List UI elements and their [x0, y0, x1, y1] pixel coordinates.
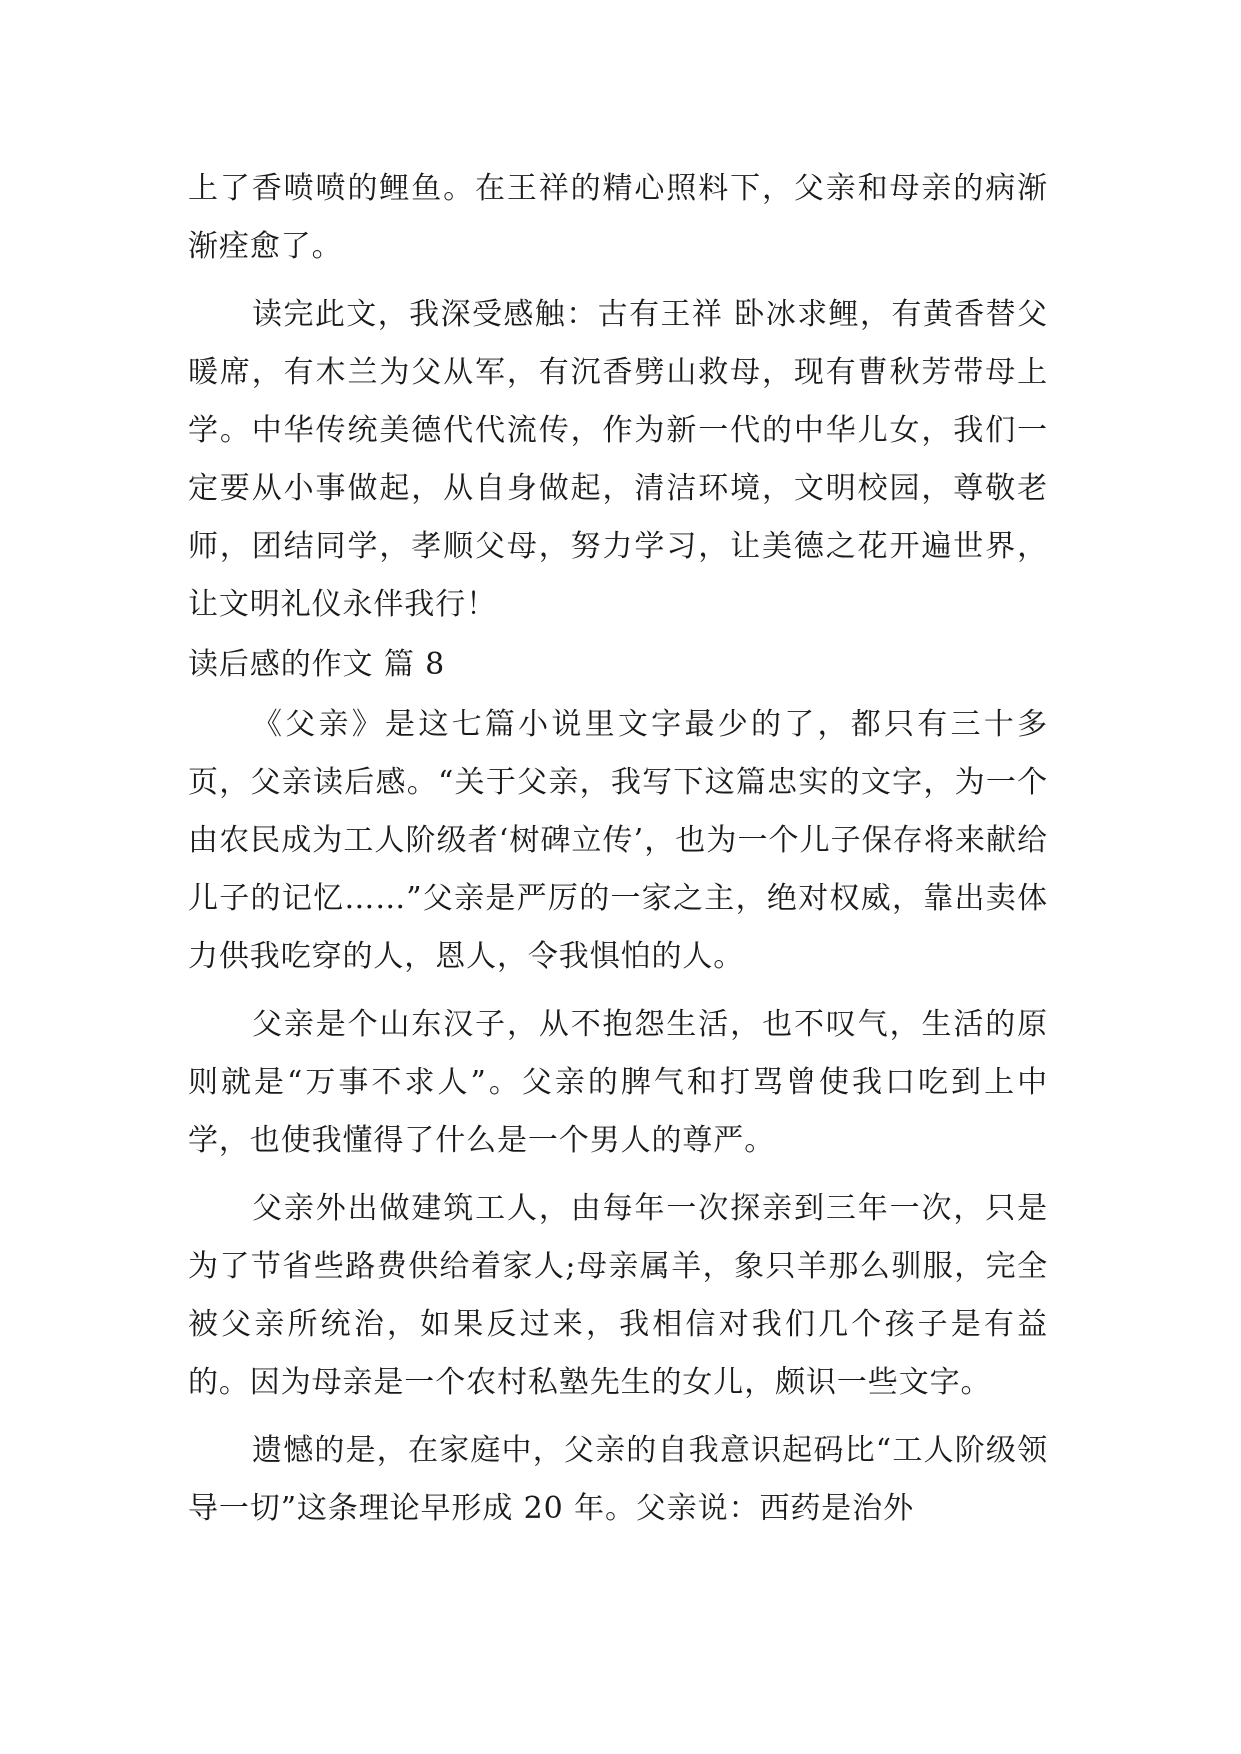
- paragraph-reflection: 读完此文，我深受感触：古有王祥 卧冰求鲤，有黄香替父暖席，有木兰为父从军，有沉香劈山救母，现有曹秋芳带母上学。中华传统美德代代流传，作为新一代的中华儿女，我们一定要从小事做起，从自身做起，清洁环境，文明校园，尊敬老师，团结同学，孝顺父母，努力学习，让美德之花开遍世界，让文明礼仪永伴我行！: [188, 297, 1048, 622]
- paragraph-continuation: 上了香喷喷的鲤鱼。在王祥的精心照料下，父亲和母亲的病渐渐痊愈了。: [188, 171, 1048, 264]
- paragraph-father-intro: 《父亲》是这七篇小说里文字最少的了，都只有三十多页，父亲读后感。“关于父亲，我写下这篇忠实的文字，为一个由农民成为工人阶级者‘树碑立传’，也为一个儿子保存将来献给儿子的记忆……”父亲是严厉的一家之主，绝对权威，靠出卖体力供我吃穿的人，恩人，令我惧怕的人。: [188, 707, 1048, 974]
- paragraph-regret: 遗憾的是，在家庭中，父亲的自我意识起码比“工人阶级领导一切”这条理论早形成 20 年。父亲说：西药是治外: [188, 1433, 1048, 1526]
- document-body: [188, 160, 1048, 1538]
- section-heading: 读后感的作文 篇 8: [188, 647, 446, 682]
- paragraph-father-work: 父亲外出做建筑工人，由每年一次探亲到三年一次，只是为了节省些路费供给着家人;母亲属羊，象只羊那么驯服，完全被父亲所统治，如果反过来，我相信对我们几个孩子是有益的。因为母亲是一个农村私塾先生的女儿，颇识一些文字。: [188, 1191, 1048, 1400]
- paragraph-father-character: 父亲是个山东汉子，从不抱怨生活，也不叹气，生活的原则就是“万事不求人”。父亲的脾气和打骂曾使我口吃到上中学，也使我懂得了什么是一个男人的尊严。: [188, 1007, 1048, 1158]
